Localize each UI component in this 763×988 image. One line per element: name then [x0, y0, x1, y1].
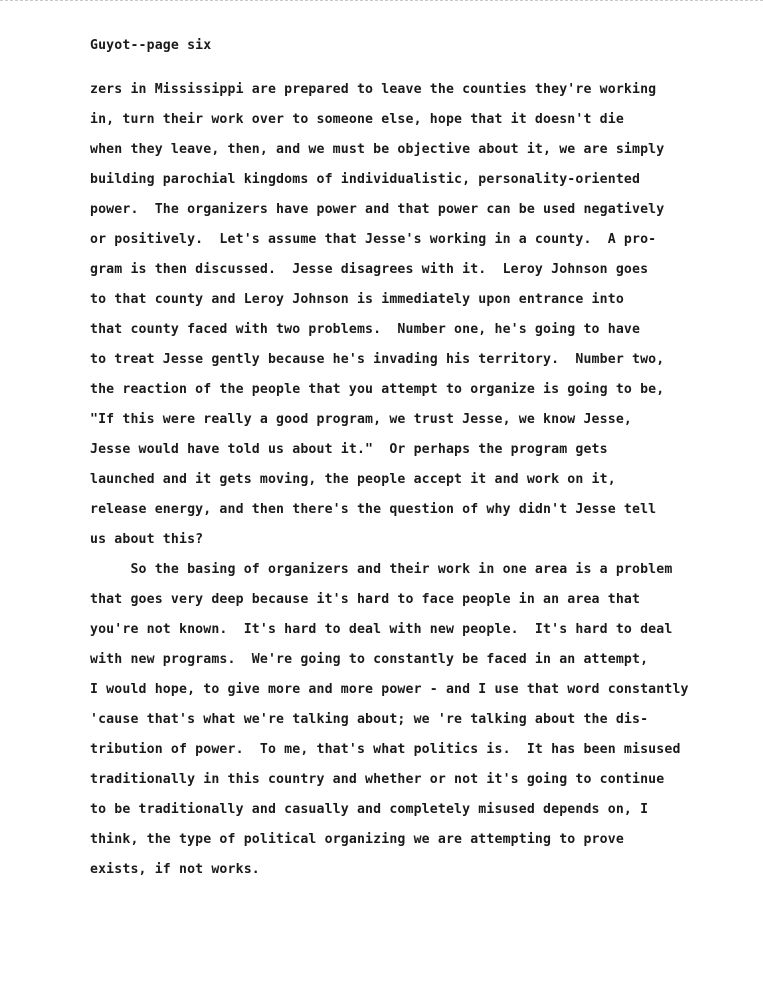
text-line: to treat Jesse gently because he's invading his territory. Number two, [90, 352, 665, 367]
text-line: I would hope, to give more and more power - and I use that word constantly [90, 682, 689, 697]
text-line: with new programs. We're going to constantly be faced in an attempt, [90, 652, 649, 667]
text-line: building parochial kingdoms of individualistic, personality-oriented [90, 172, 641, 187]
text-line: think, the type of political organizing we are attempting to prove [90, 832, 624, 847]
text-line: power. The organizers have power and that power can be used negatively [90, 202, 665, 217]
text-line: tribution of power. To me, that's what politics is. It has been misused [90, 742, 681, 757]
text-line: to be traditionally and casually and completely misused depends on, I [90, 802, 649, 817]
text-line: us about this? [90, 532, 204, 547]
text-line: to that county and Leroy Johnson is immediately upon entrance into [90, 292, 624, 307]
text-line: So the basing of organizers and their work in one area is a problem [90, 562, 673, 577]
text-line: "If this were really a good program, we trust Jesse, we know Jesse, [90, 412, 632, 427]
text-line: exists, if not works. [90, 862, 260, 877]
text-line: when they leave, then, and we must be objective about it, we are simply [90, 142, 665, 157]
text-line: gram is then discussed. Jesse disagrees with it. Leroy Johnson goes [90, 262, 649, 277]
text-line: that county faced with two problems. Number one, he's going to have [90, 322, 641, 337]
text-line: Jesse would have told us about it." Or perhaps the program gets [90, 442, 608, 457]
text-line: release energy, and then there's the question of why didn't Jesse tell [90, 502, 657, 517]
text-line: you're not known. It's hard to deal with new people. It's hard to deal [90, 622, 673, 637]
text-line: in, turn their work over to someone else, hope that it doesn't die [90, 112, 624, 127]
text-line: launched and it gets moving, the people accept it and work on it, [90, 472, 616, 487]
text-line: zers in Mississippi are prepared to leave the counties they're working [90, 82, 657, 97]
text-line: 'cause that's what we're talking about; we 're talking about the dis- [90, 712, 649, 727]
page-header: Guyot--page six [90, 38, 212, 53]
text-line: the reaction of the people that you attempt to organize is going to be, [90, 382, 665, 397]
text-line: traditionally in this country and whether or not it's going to continue [90, 772, 665, 787]
text-line: that goes very deep because it's hard to face people in an area that [90, 592, 641, 607]
text-line: or positively. Let's assume that Jesse's working in a county. A pro- [90, 232, 657, 247]
